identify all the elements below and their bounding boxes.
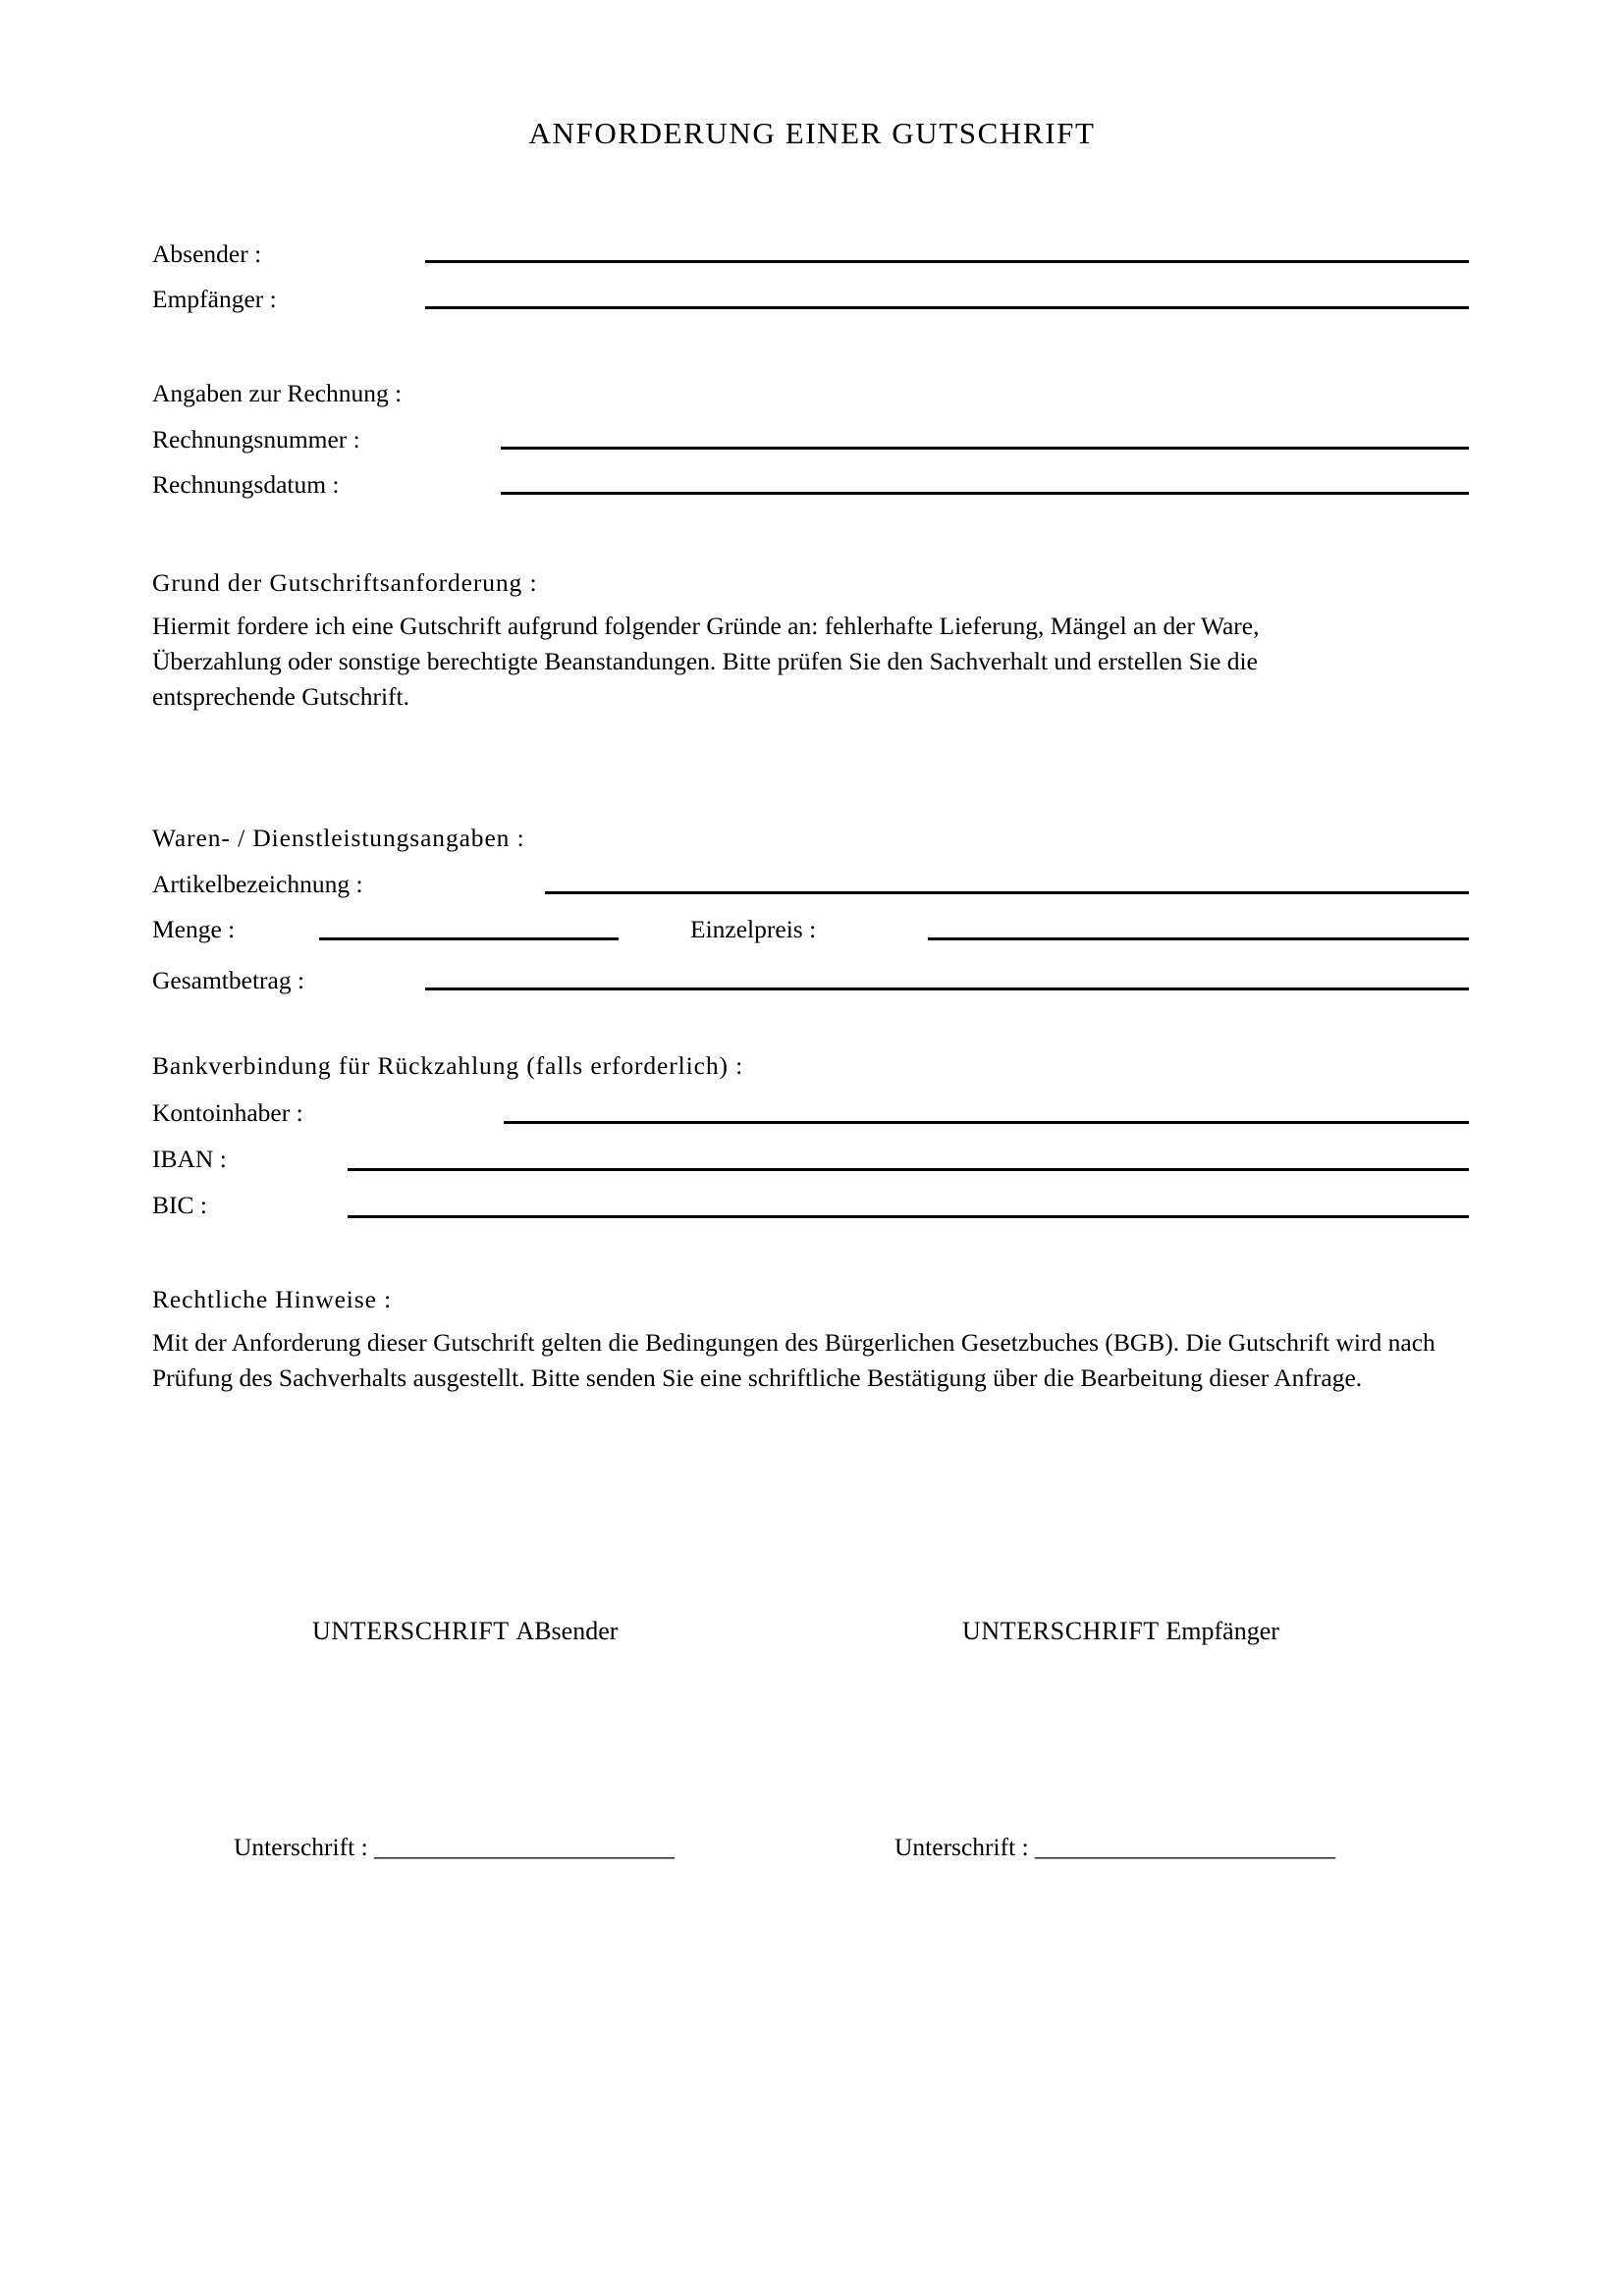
recipient-input-rule[interactable] (425, 306, 1469, 309)
item-description-label: Artikelbezeichnung : (152, 870, 363, 898)
iban-label: IBAN : (152, 1145, 227, 1173)
total-amount-input-rule[interactable] (425, 988, 1469, 990)
page-title: ANFORDERUNG EINER GUTSCHRIFT (528, 116, 1096, 150)
bank-section-heading: Bankverbindung für Rückzahlung (falls erforderlich) : (152, 1051, 744, 1080)
bic-input-rule[interactable] (348, 1215, 1469, 1218)
recipient-signature-caption-caps: UNTERSCHRIFT (962, 1617, 1166, 1645)
legal-section-heading: Rechtliche Hinweise : (152, 1285, 393, 1313)
invoice-date-label: Rechnungsdatum : (152, 470, 340, 499)
unit-price-input-rule[interactable] (928, 937, 1469, 940)
recipient-signature-field[interactable]: Unterschrift : ________________________ (894, 1833, 1336, 1861)
legal-body-text: Mit der Anforderung dieser Gutschrift gelten die Bedingungen des Bürgerlichen Gesetzbuches (BGB). Die Gutschrift wird nach Prüfung des Sachverhalts ausgestellt. Bitte senden Sie eine schriftliche Bestätigung über die Bearbeitung dieser Anfrage. (152, 1328, 1435, 1392)
unit-price-label: Einzelpreis : (690, 915, 817, 943)
sender-signature-caption-rest: ABsender (515, 1617, 619, 1645)
sender-signature-caption-caps: UNTERSCHRIFT (312, 1617, 516, 1645)
sender-label: Absender : (152, 240, 262, 268)
bic-label: BIC : (152, 1191, 207, 1219)
quantity-label: Menge : (152, 915, 236, 943)
account-holder-label: Kontoinhaber : (152, 1098, 303, 1127)
sender-signature-field[interactable]: Unterschrift : ________________________ (234, 1833, 676, 1861)
total-amount-label: Gesamtbetrag : (152, 966, 305, 994)
invoice-date-input-rule[interactable] (501, 492, 1469, 495)
iban-input-rule[interactable] (348, 1168, 1469, 1171)
account-holder-input-rule[interactable] (504, 1121, 1469, 1124)
sender-signature-caption (312, 1619, 618, 1644)
invoice-number-input-rule[interactable] (501, 447, 1469, 450)
quantity-input-rule[interactable] (319, 937, 619, 940)
reason-body-text: Hiermit fordere ich eine Gutschrift aufgrund folgender Gründe an: fehlerhafte Lieferung, Mängel an der Ware, Überzahlung oder sonstige berechtigte Beanstandungen. Bitte prüfen Sie den Sachverhalt und erstellen Sie die entsprechende Gutschrift. (152, 612, 1260, 711)
goods-section-heading: Waren- / Dienstleistungsangaben : (152, 824, 525, 852)
recipient-label: Empfänger : (152, 285, 277, 313)
sender-input-rule[interactable] (425, 260, 1469, 263)
reason-section-heading: Grund der Gutschriftsanforderung : (152, 568, 538, 597)
recipient-signature-caption-rest: Empfänger (1165, 1617, 1279, 1645)
invoice-number-label: Rechnungsnummer : (152, 425, 360, 454)
invoice-section-heading: Angaben zur Rechnung : (152, 379, 403, 407)
recipient-signature-caption (962, 1619, 1279, 1644)
item-description-input-rule[interactable] (545, 891, 1469, 894)
